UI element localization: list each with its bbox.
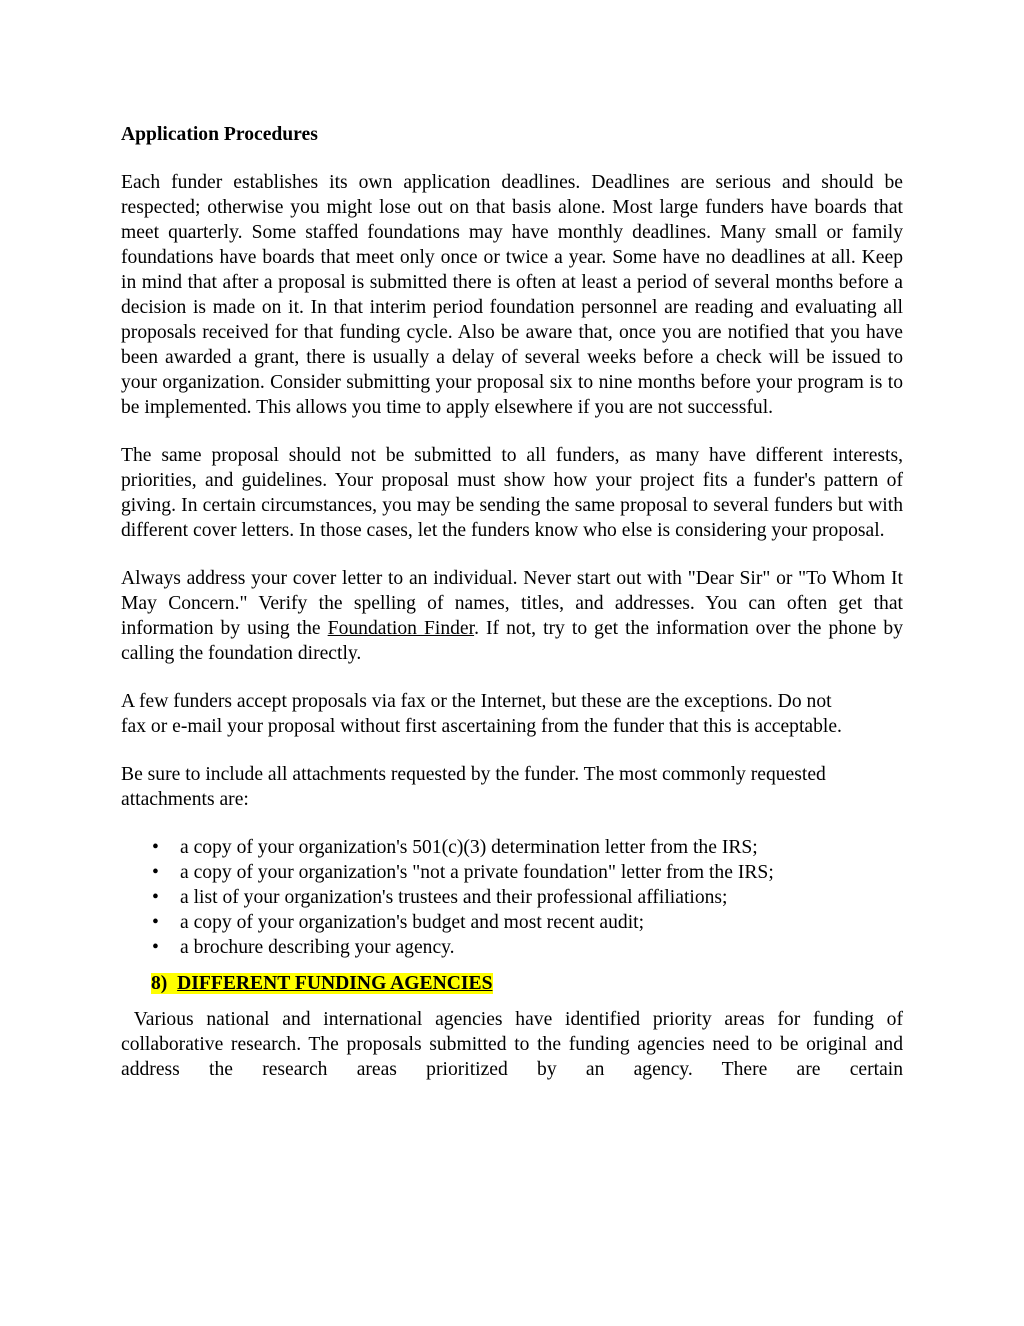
- list-item-text: a brochure describing your agency.: [180, 937, 455, 958]
- section-heading: [121, 971, 903, 996]
- paragraph-funders: The same proposal should not be submitted to all funders, as many have different interests, priorities, and guidelines. Your proposal must show how your project fits a funder's pattern of giving. In certain circumstances, you may be sending the same proposal to several funders but with different cover letters. In those cases, let the funders know who else is considering your proposal.: [121, 445, 903, 541]
- paragraph-cover-letter: [121, 566, 903, 666]
- list-item: [121, 860, 903, 885]
- section-number: 8): [151, 973, 168, 994]
- list-item-text: a copy of your organization's "not a private foundation" letter from the IRS;: [180, 862, 774, 883]
- bullet-icon: •: [152, 887, 159, 908]
- cover-letter-text-after: . If not, try to get the information over the phone by calling the foundation directly.: [121, 618, 904, 664]
- bullet-icon: •: [152, 862, 159, 883]
- attachments-list: [121, 835, 903, 960]
- bullet-icon: •: [152, 937, 159, 958]
- document-page: [121, 122, 903, 1082]
- list-item-text: a copy of your organization's budget and most recent audit;: [180, 912, 645, 933]
- paragraph-attachments-intro: Be sure to include all attachments requested by the funder. The most commonly requested attachments are:: [121, 764, 826, 810]
- list-item: [121, 835, 903, 860]
- list-item-text: a list of your organization's trustees and their professional affiliations;: [180, 887, 728, 908]
- page-heading: Application Procedures: [121, 124, 318, 145]
- list-item: [121, 910, 903, 935]
- paragraph-deadlines: Each funder establishes its own application deadlines. Deadlines are serious and should be respected; otherwise you might lose out on that basis alone. Most large funders have boards that meet quarterly. Some staffed foundations may have monthly deadlines. Many small or family foundations have boards that meet only once or twice a year. Some have no deadlines at all. Keep in mind that after a proposal is submitted there is often at least a period of several months before a decision is made on it. In that interim period foundation personnel are reading and evaluating all proposals received for that funding cycle. Also be aware that, once you are notified that you have been awarded a grant, there is usually a delay of several weeks before a check will be issued to your organization. Consider submitting your proposal six to nine months before your program is to be implemented. This allows you time to apply elsewhere if you are not successful.: [121, 172, 903, 418]
- section-highlight: [151, 973, 493, 994]
- bullet-icon: •: [152, 912, 159, 933]
- list-item: [121, 935, 903, 960]
- cover-letter-text-before: Always address your cover letter to an individual. Never start out with "Dear Sir" or "To Whom It May Concern." Verify the spelling of names, titles, and addresses. You can often get that information by using the: [121, 568, 903, 639]
- paragraph-funding-agencies: [121, 1007, 903, 1082]
- bullet-icon: •: [152, 837, 159, 858]
- list-item-text: a copy of your organization's 501(c)(3) determination letter from the IRS;: [180, 837, 758, 858]
- paragraph-fax: A few funders accept proposals via fax or the Internet, but these are the exceptions. Do not fax or e-mail your proposal without first ascertaining from the funder that this is acceptable.: [121, 691, 842, 737]
- section-title: DIFFERENT FUNDING AGENCIES: [177, 973, 493, 994]
- list-item: [121, 885, 903, 910]
- funding-agencies-text: Various national and international agencies have identified priority areas for funding of collaborative research. The proposals submitted to the funding agencies need to be original and address the research areas prioritized by an agency. There are certain: [121, 1009, 904, 1080]
- foundation-finder-link[interactable]: Foundation Finder: [327, 618, 475, 639]
